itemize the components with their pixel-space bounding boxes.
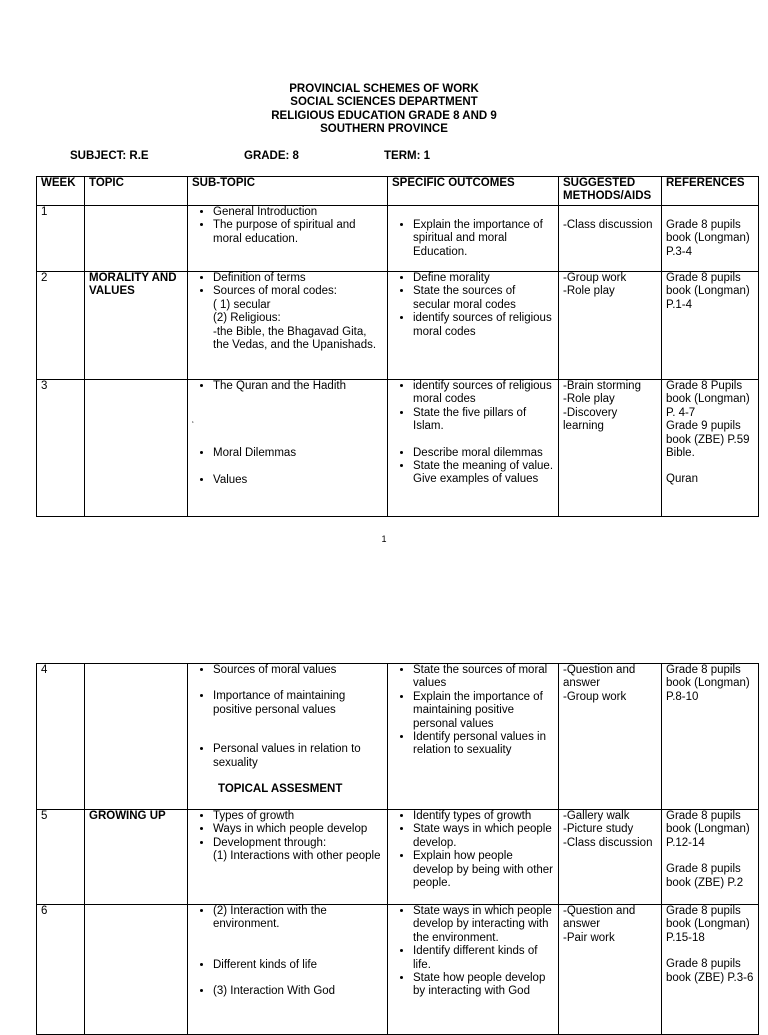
topic-cell: GROWING UP <box>85 810 188 905</box>
page-number: 1 <box>381 534 387 544</box>
reference-text: Grade 8 pupils book (Longman) P.8-10 <box>666 664 750 703</box>
methods-cell <box>559 272 662 380</box>
method-text: -Class discussion <box>563 219 653 231</box>
list-item: • (2) Interaction with the environment. <box>213 905 383 932</box>
list-item <box>213 837 383 864</box>
list-item: • General Introduction <box>213 206 383 219</box>
reference-text: Grade 8 Pupils book (Longman) P. 4-7 <box>666 380 750 419</box>
grade-label: GRADE: 8 <box>244 150 299 162</box>
list-item: • State the meaning of value. Give examples of values <box>413 460 554 487</box>
reference-text: Quran <box>666 473 698 486</box>
list-item: • identify sources of religious moral codes <box>413 380 554 407</box>
sub-topic-cell <box>188 810 388 905</box>
list-item: • Describe moral dilemmas <box>413 447 554 460</box>
document-heading <box>0 83 768 137</box>
method-text: -Role play <box>563 285 615 298</box>
outcomes-cell <box>388 664 559 810</box>
method-text: -Role play <box>563 393 615 406</box>
outcomes-cell <box>388 272 559 380</box>
heading-line-1: PROVINCIAL SCHEMES OF WORK <box>289 83 479 95</box>
topical-assessment-label: TOPICAL ASSESMENT <box>218 783 343 796</box>
outcomes-cell <box>388 206 559 272</box>
list-item: • Identify personal values in relation to sexuality <box>413 731 554 758</box>
sub-topic-cell <box>188 905 388 1035</box>
week-cell: 2 <box>37 272 85 380</box>
list-item: • Personal values in relation to sexuality <box>213 743 383 770</box>
references-cell <box>662 206 759 272</box>
list-item-text: Sources of moral codes: <box>213 285 338 298</box>
week-cell: 4 <box>37 664 85 810</box>
method-text: -Pair work <box>563 931 615 944</box>
references-cell <box>662 905 759 1035</box>
methods-cell <box>559 664 662 810</box>
col-sub-topic: SUB-TOPIC <box>188 177 388 206</box>
list-item-sub: -the Bible, the Bhagavad Gita, the Vedas, and the Upanishads. <box>213 325 377 352</box>
scheme-table-page-2 <box>36 663 759 1035</box>
sub-topic-cell <box>188 206 388 272</box>
list-item: • Types of growth <box>213 810 383 823</box>
topic-cell <box>85 380 188 517</box>
list-item: • (3) Interaction With God <box>213 985 383 998</box>
list-item: • Importance of maintaining positive personal values <box>213 690 383 717</box>
table-row-week-4 <box>37 664 759 810</box>
scheme-table-page-1 <box>36 176 759 517</box>
heading-line-4: SOUTHERN PROVINCE <box>320 123 448 136</box>
list-item: • The Quran and the Hadith <box>213 380 383 393</box>
method-text: -Gallery walk <box>563 810 630 822</box>
references-cell <box>662 664 759 810</box>
week-cell: 1 <box>37 206 85 272</box>
sub-topic-cell <box>188 272 388 380</box>
list-item: • identify sources of religious moral codes <box>413 312 554 339</box>
table-row-week-6 <box>37 905 759 1035</box>
list-item-sub: (1) Interactions with other people <box>213 850 381 863</box>
outcomes-cell <box>388 905 559 1035</box>
list-item: • The purpose of spiritual and moral education. <box>213 219 383 246</box>
list-item: • Explain the importance of spiritual and moral Education. <box>413 219 554 259</box>
list-item: • Identify different kinds of life. <box>413 945 554 972</box>
references-cell <box>662 380 759 517</box>
topic-cell <box>85 905 188 1035</box>
list-item <box>213 285 383 352</box>
sub-topic-cell <box>188 380 388 517</box>
list-item: • Sources of moral values <box>213 664 383 677</box>
topic-cell: MORALITY AND VALUES <box>85 272 188 380</box>
reference-text: Grade 8 pupils book (Longman) P.3-4 <box>666 219 750 258</box>
method-text: -Picture study <box>563 823 634 836</box>
list-item: • State the five pillars of Islam. <box>413 407 554 434</box>
heading-line-3: RELIGIOUS EDUCATION GRADE 8 AND 9 <box>271 109 497 122</box>
col-topic: TOPIC <box>85 177 188 206</box>
table-row-week-5 <box>37 810 759 905</box>
method-text: -Question and answer <box>563 905 636 931</box>
topic-cell <box>85 664 188 810</box>
method-text: -Question and answer <box>563 664 636 690</box>
table-row-week-1 <box>37 206 759 272</box>
list-item: • Definition of terms <box>213 272 383 285</box>
table-row-week-3 <box>37 380 759 517</box>
sub-topic-cell <box>188 664 388 810</box>
methods-cell <box>559 206 662 272</box>
list-item: • Identify types of growth <box>413 810 554 823</box>
week-cell: 5 <box>37 810 85 905</box>
term-label: TERM: 1 <box>384 150 430 162</box>
methods-cell <box>559 905 662 1035</box>
reference-text: Grade 8 pupils book (Longman) P.1-4 <box>666 272 750 311</box>
method-text: -Group work <box>563 272 627 284</box>
references-cell <box>662 810 759 905</box>
col-references: REFERENCES <box>662 177 759 206</box>
list-item: • State ways in which people develop. <box>413 823 554 850</box>
list-item: • Moral Dilemmas <box>213 447 383 460</box>
methods-cell <box>559 810 662 905</box>
subject-label: SUBJECT: R.E <box>70 150 149 162</box>
heading-line-2: SOCIAL SCIENCES DEPARTMENT <box>290 96 478 109</box>
method-text: -Group work <box>563 690 627 703</box>
list-item: • State ways in which people develop by interacting with the environment. <box>413 905 554 945</box>
reference-text: Grade 8 pupils book (ZBE) P.3-6 <box>666 958 754 984</box>
list-item: • Explain the importance of maintaining positive personal values <box>413 691 554 731</box>
reference-text: Bible. <box>666 447 695 460</box>
method-text: -Class discussion <box>563 836 653 849</box>
list-item-sub: (2) Religious: <box>213 312 281 325</box>
col-specific-outcomes: SPECIFIC OUTCOMES <box>388 177 559 206</box>
list-item: • Different kinds of life <box>213 959 383 972</box>
reference-text: Grade 9 pupils book (ZBE) P.59 <box>666 420 750 446</box>
stray-mark: ‘ <box>192 420 194 429</box>
reference-text: Grade 8 pupils book (ZBE) P.2 <box>666 863 744 889</box>
methods-cell <box>559 380 662 517</box>
week-cell: 6 <box>37 905 85 1035</box>
list-item: • State the sources of secular moral codes <box>413 285 554 312</box>
outcomes-cell <box>388 810 559 905</box>
col-methods-aids: SUGGESTED METHODS/AIDS <box>559 177 662 206</box>
week-cell: 3 <box>37 380 85 517</box>
table-header-row <box>37 177 759 206</box>
list-item-text: Development through: <box>213 836 327 849</box>
reference-text: Grade 8 pupils book (Longman) P.15-18 <box>666 905 750 944</box>
col-week: WEEK <box>37 177 85 206</box>
list-item: • Define morality <box>413 272 554 285</box>
outcomes-cell <box>388 380 559 517</box>
list-item: • Ways in which people develop <box>213 823 383 836</box>
references-cell <box>662 272 759 380</box>
method-text: -Discovery learning <box>563 406 618 433</box>
list-item-sub: ( 1) secular <box>213 298 271 311</box>
list-item: • Values <box>213 474 383 487</box>
table-row-week-2 <box>37 272 759 380</box>
list-item: • State the sources of moral values <box>413 664 554 691</box>
list-item: • Explain how people develop by being with other people. <box>413 850 554 890</box>
method-text: -Brain storming <box>563 380 641 392</box>
reference-text: Grade 8 pupils book (Longman) P.12-14 <box>666 810 750 849</box>
topic-cell <box>85 206 188 272</box>
list-item: • State how people develop by interacting with God <box>413 972 554 999</box>
